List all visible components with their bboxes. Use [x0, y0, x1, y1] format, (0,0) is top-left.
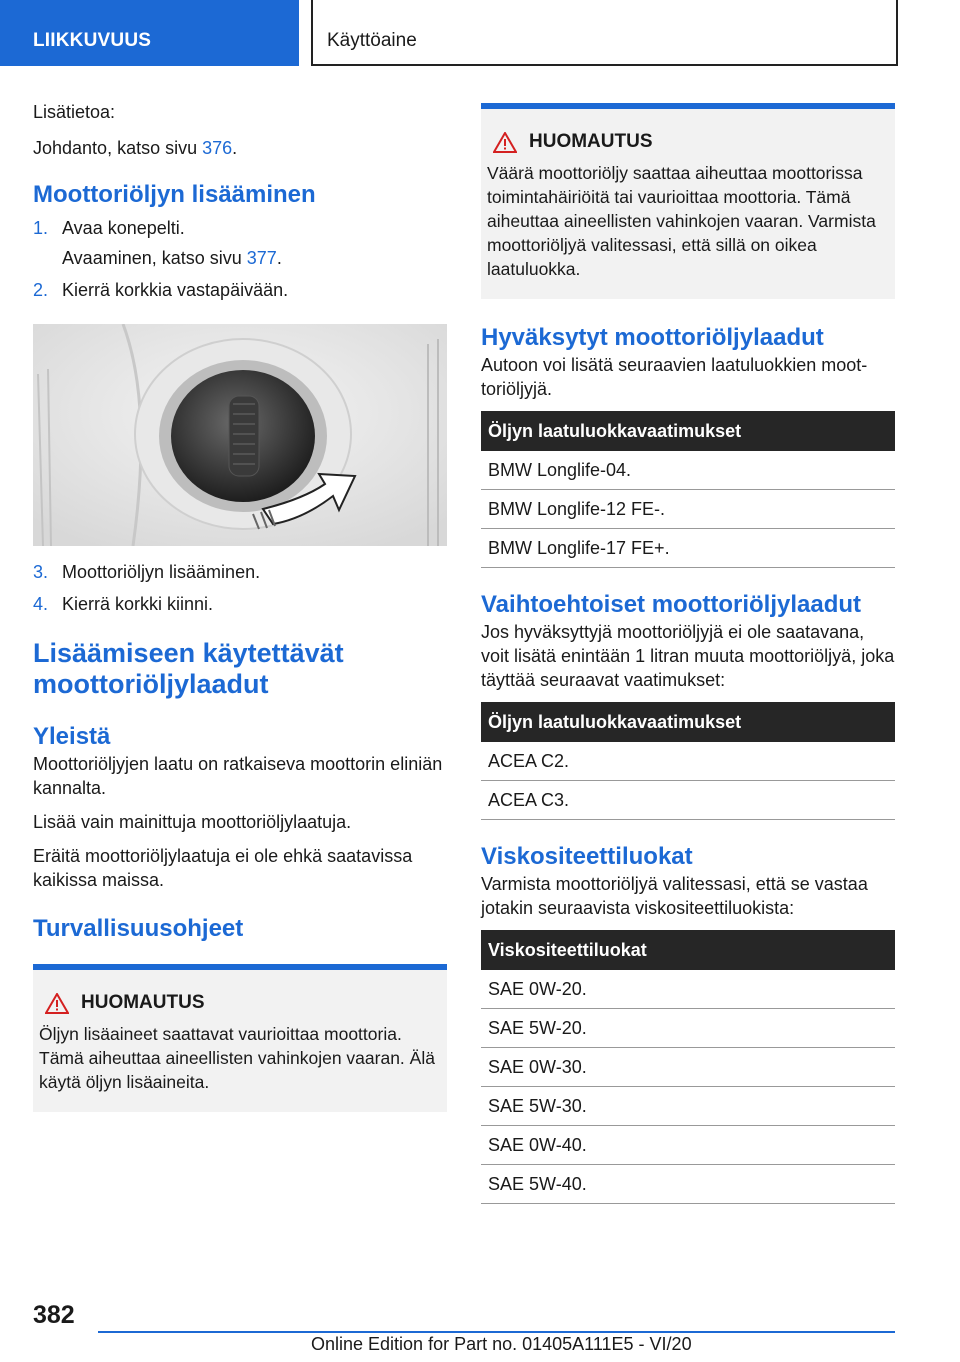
header-topic: Käyttöaine: [327, 30, 417, 51]
header-topic-box: [311, 0, 898, 66]
header-section-tab: [0, 0, 299, 66]
table-row: SAE 0W-30.: [481, 1048, 895, 1087]
notice-box-left: [33, 964, 447, 1112]
step-1: 1. Avaa konepelti.: [33, 218, 185, 238]
notice-title-left: HUOMAUTUS: [39, 992, 441, 1014]
general-p1: Moottoriöljyjen laatu on ratkaiseva moottorin eliniän kannalta.: [33, 754, 443, 798]
notice-text-left: Öljyn lisäaineet saattavat vaurioittaa moottoria. Tämä aiheuttaa aineellisten vahinkojen vaaran. Älä käytä öljyn lisäaineita.: [39, 1024, 435, 1092]
alt-title: Vaihtoehtoiset moottoriöljylaadut: [481, 591, 862, 618]
oil-cap-illustration: [33, 324, 447, 546]
safety-title: Turvallisuusohjeet: [33, 915, 244, 942]
step-2: 2. Kierrä korkkia vastapäivään.: [33, 280, 289, 300]
table-row: SAE 0W-20.: [481, 970, 895, 1009]
page-number: 382: [33, 1301, 75, 1329]
notice-box-right: [481, 103, 895, 299]
open-hood-ref: Avaaminen, katso sivu 377.: [62, 248, 282, 268]
oil-cap-image: [33, 324, 447, 546]
warning-icon: [45, 993, 69, 1014]
header-section: LIIKKUVUUS: [33, 30, 152, 51]
intro-line: Johdanto, katso sivu 376.: [33, 138, 238, 158]
table-row: SAE 5W-20.: [481, 1009, 895, 1048]
step-4: 4. Kierrä korkki kiinni.: [33, 594, 214, 614]
notice-text-right: Väärä moottoriöljy saattaa aiheuttaa moottorissa toimintahäiriöitä tai vaurioittaa moottoria. Tämä aiheuttaa aineellisten vahinkojen vaaran. Varmista moottoriöljyä valitessasi, että sillä on oikea laatuluokka.: [487, 163, 876, 279]
warning-icon: [493, 132, 517, 153]
approved-table-header: Öljyn laatuluokkavaatimukset: [481, 411, 895, 451]
table-row: BMW Longlife-17 FE+.: [481, 529, 895, 568]
adding-title: Moottoriöljyn lisääminen: [33, 181, 316, 208]
notice-title-right: HUOMAUTUS: [487, 131, 889, 153]
alt-table-header: Öljyn laatuluokkavaatimukset: [481, 702, 895, 742]
general-title: Yleistä: [33, 723, 111, 750]
intro-page-link[interactable]: 376: [202, 138, 233, 158]
visc-title: Viskositeettiluokat: [481, 843, 693, 870]
step-3: 3. Moottoriöljyn lisääminen.: [33, 562, 261, 582]
visc-table-header: Viskositeettiluokat: [481, 930, 895, 970]
table-row: SAE 5W-30.: [481, 1087, 895, 1126]
approved-table: [481, 411, 895, 568]
oils-title: Lisäämiseen käytettävät moottoriöljylaadut: [33, 638, 344, 699]
table-row: SAE 5W-40.: [481, 1165, 895, 1204]
footer-divider: [98, 1331, 895, 1333]
alt-table: [481, 702, 895, 820]
info-label: Lisätietoa:: [33, 102, 116, 122]
table-row: ACEA C2.: [481, 742, 895, 781]
table-row: SAE 0W-40.: [481, 1126, 895, 1165]
visc-table: [481, 930, 895, 1204]
table-row: ACEA C3.: [481, 781, 895, 820]
approved-title: Hyväksytyt moottoriöljylaadut: [481, 324, 824, 351]
open-page-link[interactable]: 377: [246, 248, 277, 268]
general-p2: Lisää vain mainittuja moottoriöljylaatuja.: [33, 812, 352, 832]
general-p3: Eräitä moottoriöljylaatuja ei ole ehkä saatavissa kaikissa maissa.: [33, 846, 413, 890]
visc-text: Varmista moottoriöljyä valitessasi, että se vastaa jotakin seuraavista viskositeettiluokista:: [481, 874, 868, 918]
alt-text: Jos hyväksyttyjä moottoriöljyjä ei ole saatavana, voit lisätä enintään 1 litran muuta moottoriöljyä, joka täyttää seuraavat vaatimukset:: [481, 622, 895, 690]
table-row: BMW Longlife-04.: [481, 451, 895, 490]
left-column: [33, 100, 447, 1112]
edition-text: Online Edition for Part no. 01405A111E5 - VI/20: [311, 1334, 692, 1354]
approved-text: Autoon voi lisätä seuraavien laatuluokkien moottoriöljyjä.: [481, 355, 868, 399]
right-column: [481, 103, 895, 1204]
table-row: BMW Longlife-12 FE-.: [481, 490, 895, 529]
